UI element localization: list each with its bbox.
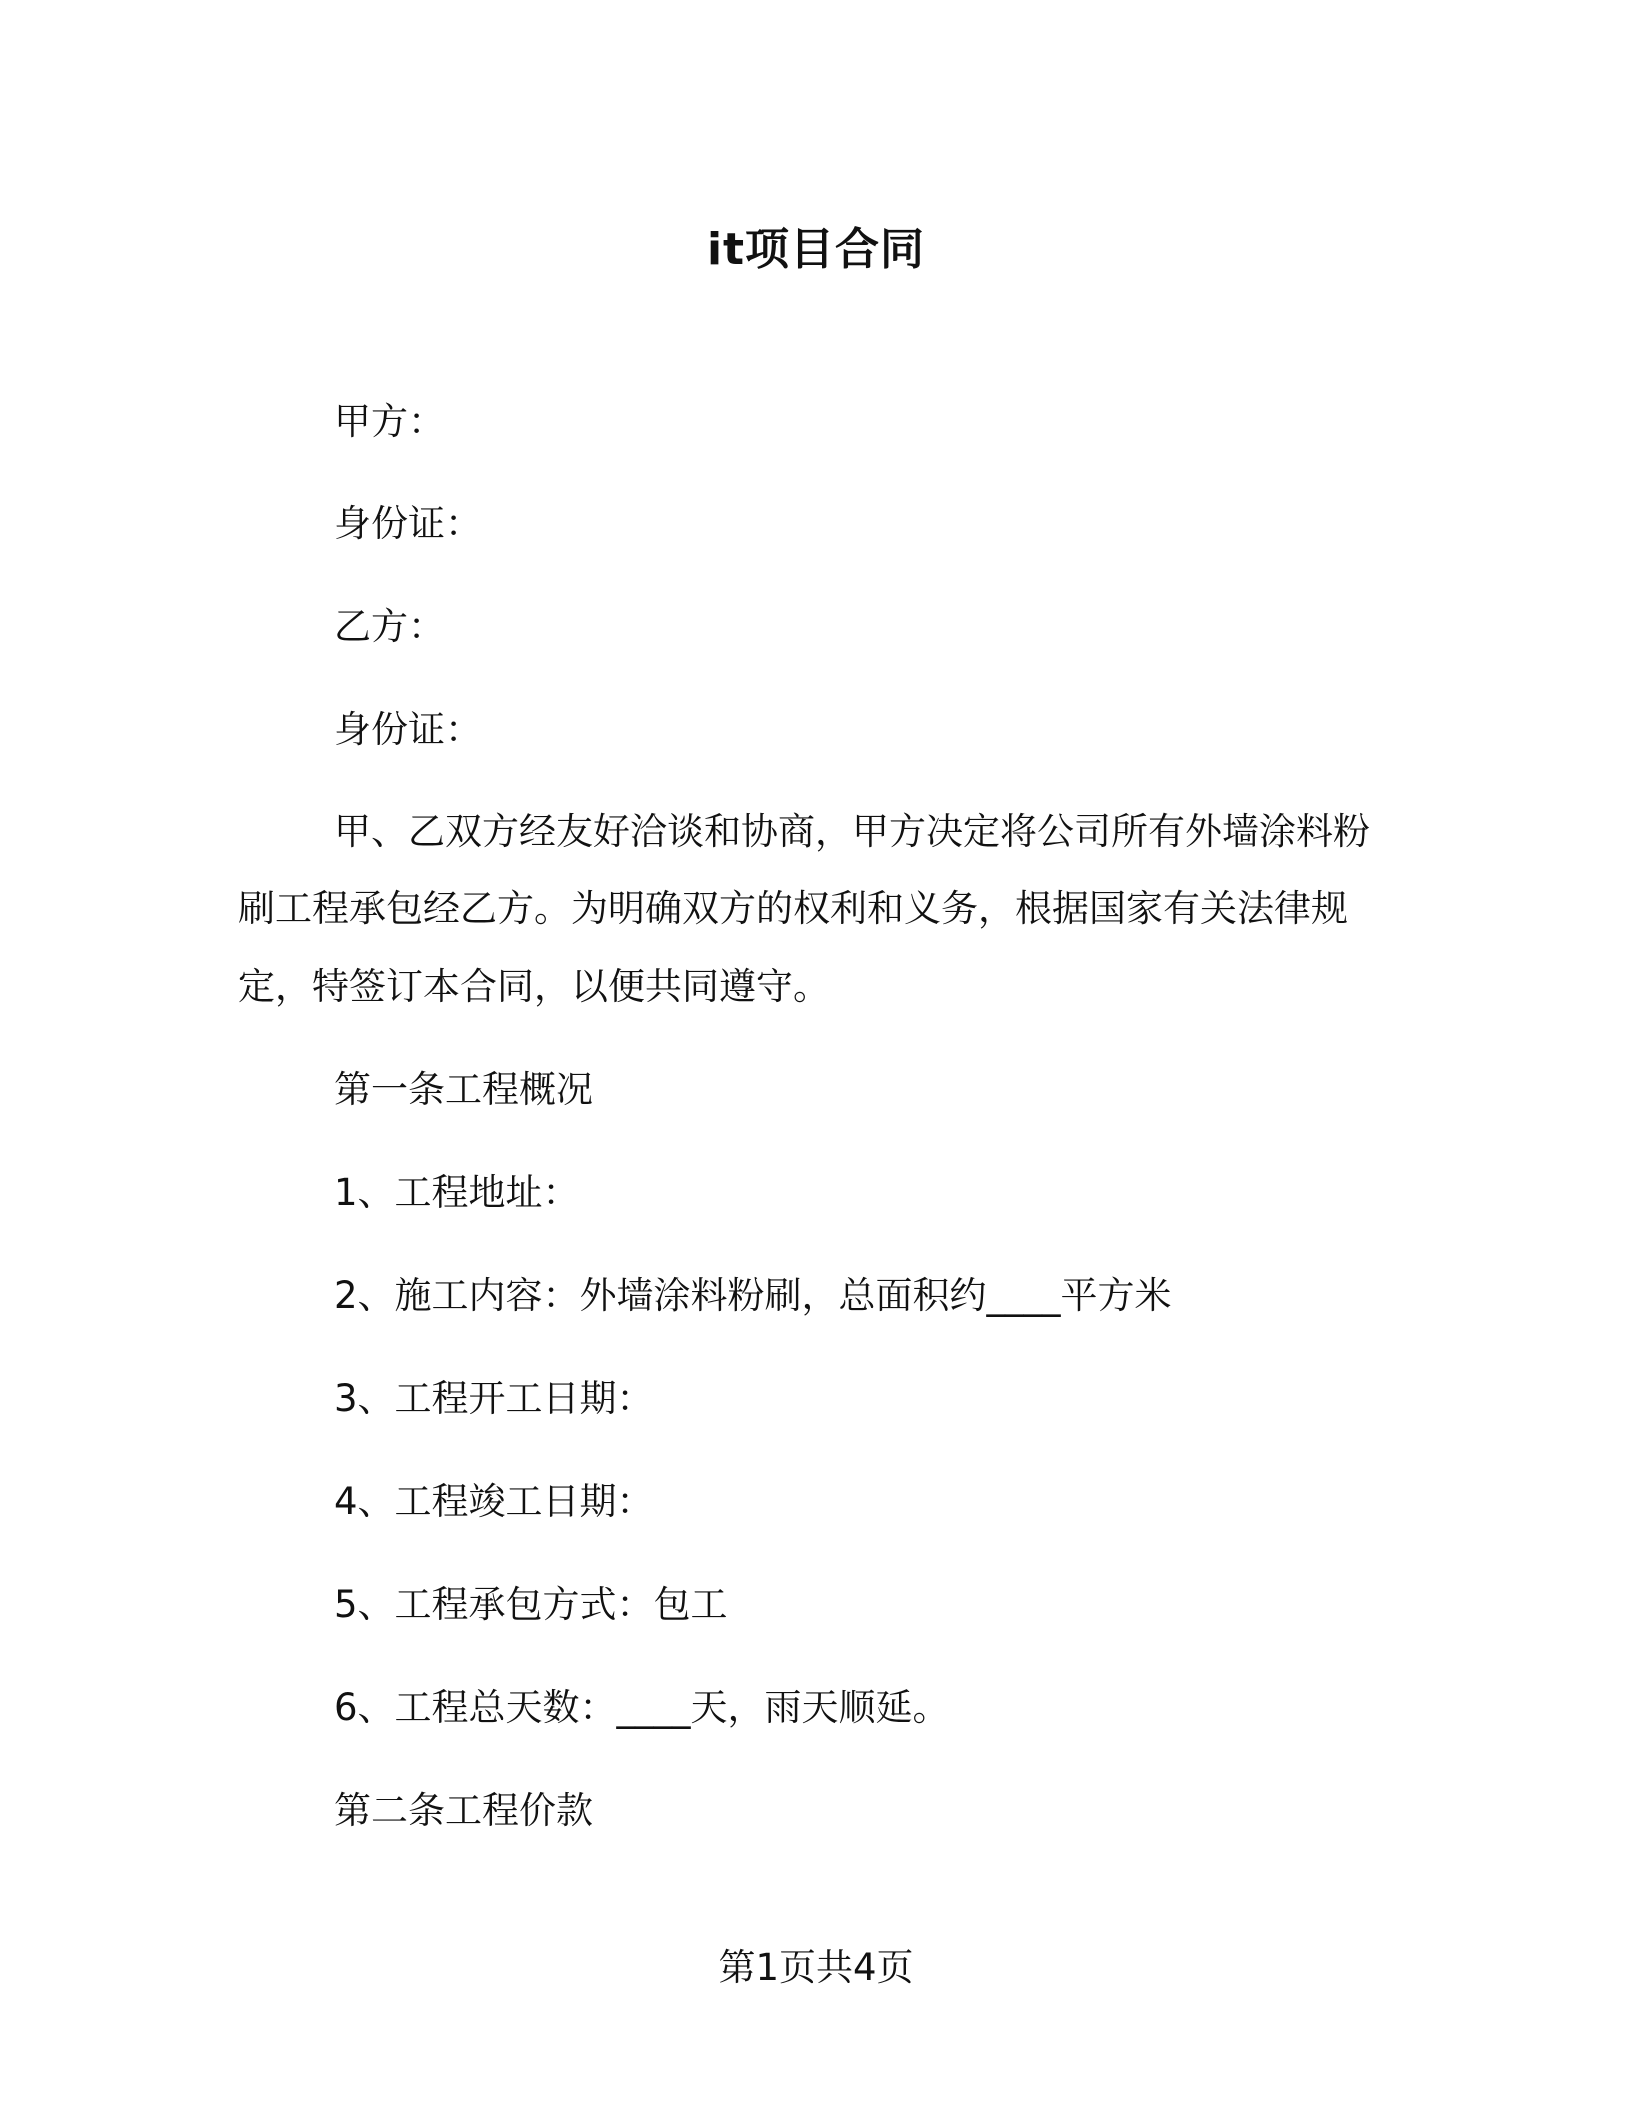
section-item: 2、施工内容：外墙涂料粉刷，总面积约____平方米 xyxy=(334,1274,1172,1317)
intro-paragraph-line: 刷工程承包经乙方。为明确双方的权利和义务，根据国家有关法律规 xyxy=(238,887,1348,930)
party-a-label: 甲方： xyxy=(334,400,445,443)
intro-paragraph-line: 甲、乙双方经友好洽谈和协商，甲方决定将公司所有外墙涂料粉 xyxy=(334,810,1370,853)
section-heading: 第二条工程价款 xyxy=(334,1789,593,1832)
party-a-id-label: 身份证： xyxy=(334,502,482,545)
section-item: 6、工程总天数：____天，雨天顺延。 xyxy=(334,1686,950,1729)
section-item: 1、工程地址： xyxy=(334,1171,580,1214)
intro-paragraph-line: 定，特签订本合同，以便共同遵守。 xyxy=(238,965,830,1008)
section-item: 5、工程承包方式：包工 xyxy=(334,1583,728,1626)
page-number: 第1页共4页 xyxy=(718,1946,914,1989)
document-title: it项目合同 xyxy=(706,224,926,275)
section-item: 4、工程竣工日期： xyxy=(334,1480,654,1523)
party-b-label: 乙方： xyxy=(334,605,445,648)
section-heading: 第一条工程概况 xyxy=(334,1068,593,1111)
party-b-id-label: 身份证： xyxy=(334,708,482,751)
section-item: 3、工程开工日期： xyxy=(334,1377,654,1420)
